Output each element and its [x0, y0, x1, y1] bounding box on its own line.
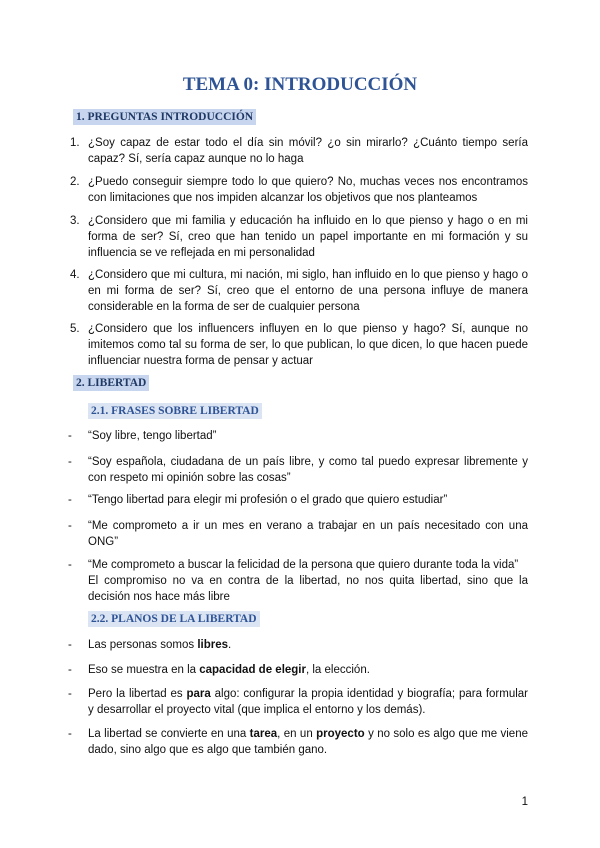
plane-text: y no solo es algo que me viene dado, sino algo que es algo que también gano. — [88, 728, 528, 756]
dash-bullet: - — [68, 664, 72, 676]
phrase-item — [68, 492, 528, 508]
phrase-note: El compromiso no va en contra de la libertad, no nos quita libertad, sino que la decisión nos hace más libre — [88, 575, 528, 603]
question-number: 4. — [70, 269, 80, 281]
phrase-item — [68, 454, 528, 486]
question-text: ¿Puedo conseguir siempre todo lo que quiero? No, muchas veces nos encontramos con limitaciones que nos impiden alcanzar los objetivos que nos planteamos — [88, 176, 528, 204]
phrase-item — [68, 557, 528, 605]
subsection-heading-frases: 2.1. FRASES SOBRE LIBERTAD — [88, 403, 262, 419]
question-text: ¿Considero que mi familia y educación ha influido en lo que pienso y hago o en mi forma de ser? Sí, creo que han tenido un papel importante en mi formación y su influencia se ve reflejada en mi personalidad — [88, 215, 528, 259]
plane-item — [68, 637, 528, 653]
phrase-text: “Me comprometo a ir un mes en verano a trabajar en un país necesitado con una ONG” — [88, 520, 528, 548]
question-item — [70, 321, 528, 369]
question-number: 2. — [70, 176, 80, 188]
question-item — [70, 174, 528, 206]
plane-text: La libertad se convierte en una — [88, 728, 250, 740]
phrase-text: “Soy libre, tengo libertad” — [88, 430, 217, 442]
plane-bold: proyecto — [316, 728, 365, 740]
phrase-text: “Soy española, ciudadana de un país libre, y como tal puedo expresar libremente y con respeto mi opinión sobre las cosas” — [88, 456, 528, 484]
subsection-heading-planos: 2.2. PLANOS DE LA LIBERTAD — [88, 611, 260, 627]
plane-bold: capacidad de elegir — [199, 664, 306, 676]
dash-bullet: - — [68, 456, 72, 468]
question-number: 1. — [70, 137, 80, 149]
dash-bullet: - — [68, 494, 72, 506]
dash-bullet: - — [68, 559, 72, 571]
page-number: 1 — [521, 796, 528, 808]
dash-bullet: - — [68, 688, 72, 700]
phrase-text: “Me comprometo a buscar la felicidad de la persona que quiero durante toda la vida” — [88, 559, 519, 571]
plane-bold: libres — [197, 639, 228, 651]
question-item — [70, 135, 528, 167]
plane-item — [68, 662, 528, 678]
plane-text: Eso se muestra en la — [88, 664, 200, 676]
dash-bullet: - — [68, 639, 72, 651]
dash-bullet: - — [68, 430, 72, 442]
plane-bold: para — [186, 688, 211, 700]
phrase-text: “Tengo libertad para elegir mi profesión o el grado que quiero estudiar” — [88, 494, 448, 506]
question-number: 5. — [70, 323, 80, 335]
dash-bullet: - — [68, 520, 72, 532]
plane-text: , en un — [277, 728, 317, 740]
question-number: 3. — [70, 215, 80, 227]
page-title: TEMA 0: INTRODUCCIÓN — [182, 74, 418, 95]
question-item — [70, 267, 528, 315]
plane-text: , la elección. — [305, 664, 370, 676]
question-item — [70, 213, 528, 261]
section-heading-preguntas: 1. PREGUNTAS INTRODUCCIÓN — [73, 109, 256, 125]
plane-text: algo: configurar la propia identidad y biografía; para formular y desarrollar el proyecto vital (que implica el entorno y los demás). — [88, 688, 528, 716]
plane-bold: tarea — [249, 728, 278, 740]
dash-bullet: - — [68, 728, 72, 740]
plane-text: . — [228, 639, 232, 651]
question-text: ¿Considero que mi cultura, mi nación, mi siglo, han influido en lo que pienso y hago o en mi forma de ser? Sí, creo que el entorno de una persona influye de manera considerable en la forma de ser de cualquier persona — [88, 269, 528, 313]
plane-item — [68, 686, 528, 718]
plane-text: Las personas somos — [88, 639, 198, 651]
question-text: ¿Soy capaz de estar todo el día sin móvil? ¿o sin mirarlo? ¿Cuánto tiempo sería capaz? Sí, sería capaz aunque no lo haga — [88, 137, 528, 165]
phrase-item — [68, 518, 528, 550]
phrase-item — [68, 428, 528, 444]
section-heading-libertad: 2. LIBERTAD — [73, 375, 149, 391]
plane-text: Pero la libertad es — [88, 688, 187, 700]
question-text: ¿Considero que los influencers influyen en lo que pienso y hago? Sí, aunque no imitemos como tal su forma de ser, lo que publican, lo que dicen, lo que hacen puede influenciar nuestra forma de pensar y actuar — [88, 323, 528, 367]
plane-item — [68, 726, 528, 758]
